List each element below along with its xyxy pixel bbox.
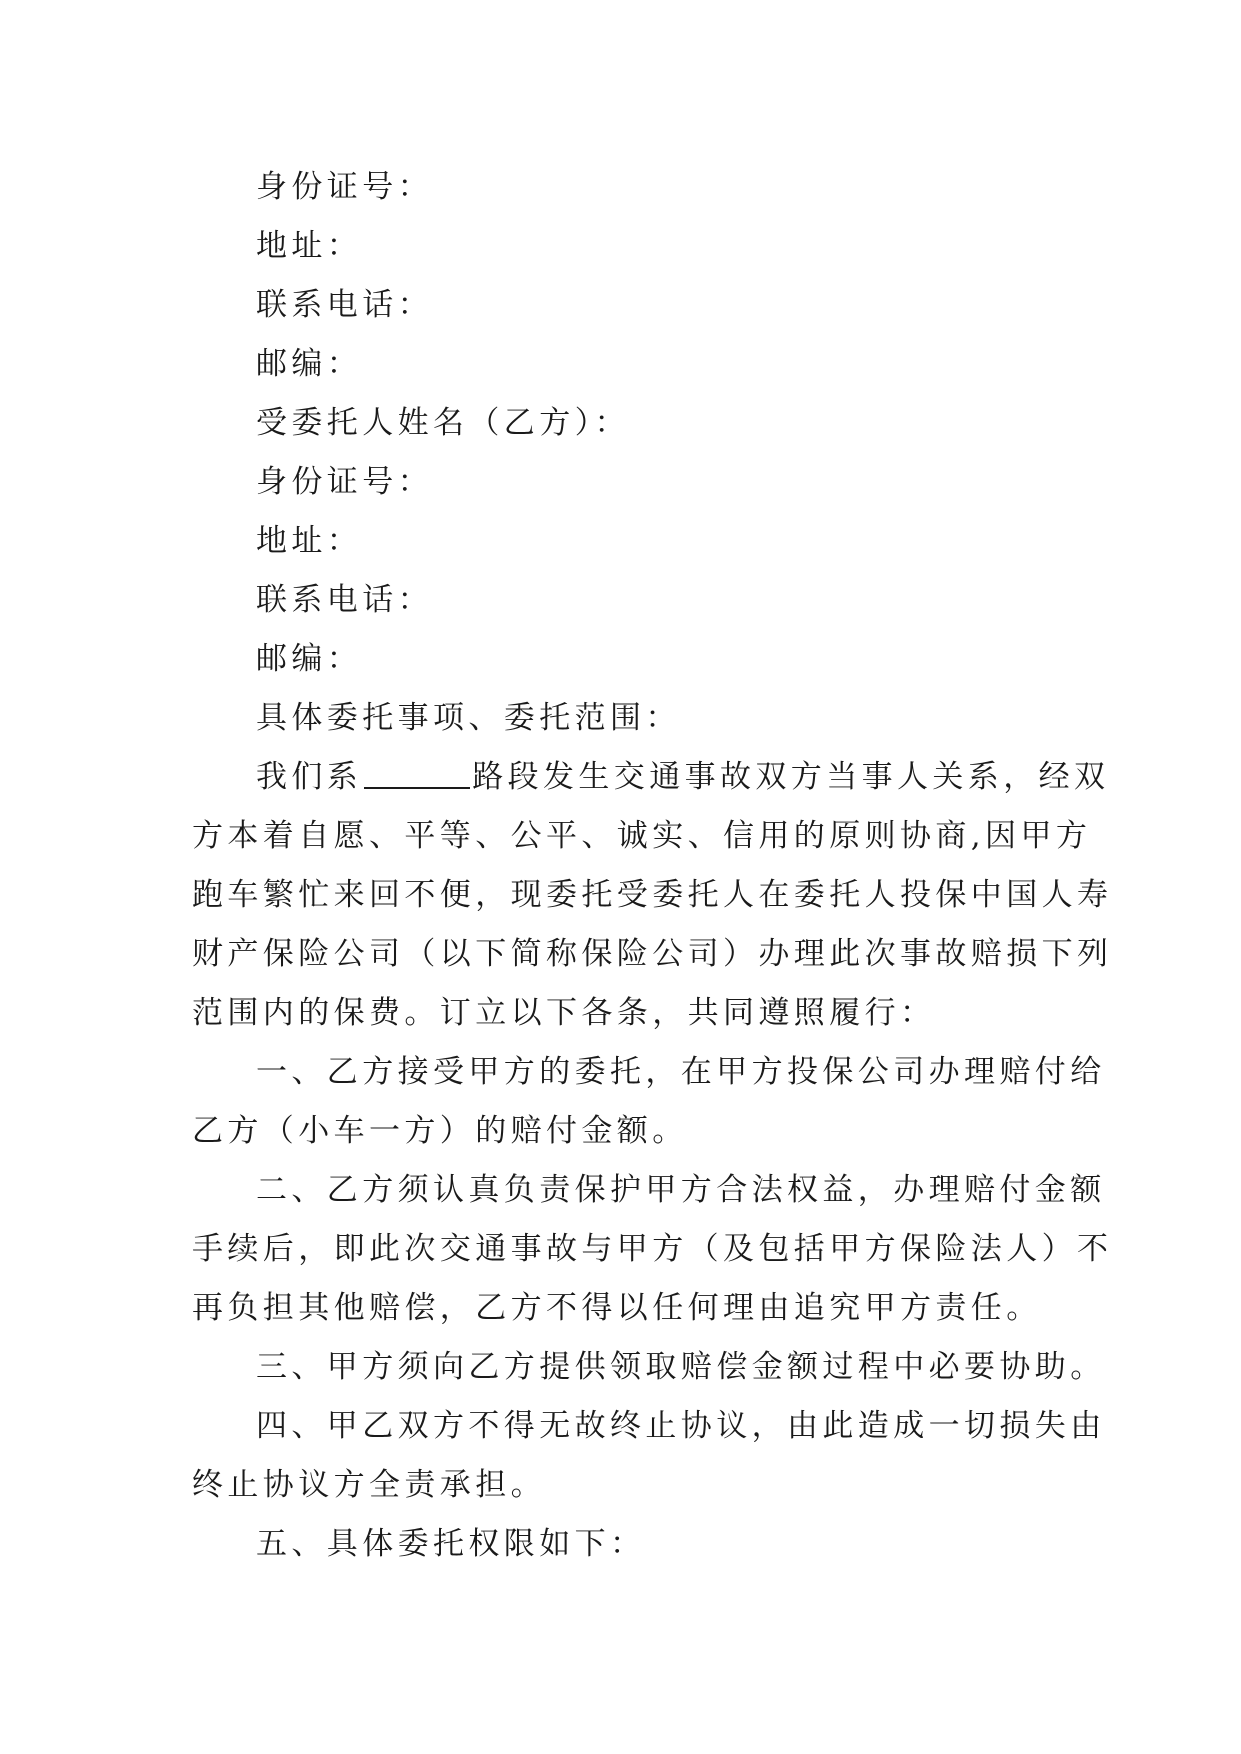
clause-3 xyxy=(192,1338,1106,1397)
clause-4-line-1: 四、甲乙双方不得无故终止协议，由此造成一切损失由 xyxy=(256,1408,1106,1444)
intro-line-3: 跑车繁忙来回不便，现委托受委托人在委托人投保中国人寿 xyxy=(192,877,1113,913)
principal-postcode-label: 邮编： xyxy=(256,346,363,382)
document-body xyxy=(192,158,1113,1574)
principal-address-label: 地址： xyxy=(256,228,363,264)
clause-2-line-3: 再负担其他赔偿，乙方不得以任何理由追究甲方责任。 xyxy=(192,1290,1042,1326)
clause-2-line-2: 手续后，即此次交通事故与甲方（及包括甲方保险法人）不 xyxy=(192,1231,1113,1267)
agent-address-label: 地址： xyxy=(256,523,363,559)
clause-5 xyxy=(192,1515,1072,1574)
clause-5-line-1: 五、具体委托权限如下： xyxy=(256,1526,646,1562)
clause-1-line-1: 一、乙方接受甲方的委托，在甲方投保公司办理赔付给 xyxy=(256,1054,1106,1090)
road-section-blank xyxy=(364,787,470,789)
principal-id-number-label: 身份证号： xyxy=(256,169,433,205)
clause-1 xyxy=(192,1043,1106,1161)
agent-id-number-label: 身份证号： xyxy=(256,464,433,500)
principal-phone-label: 联系电话： xyxy=(256,287,433,323)
agent-postcode-label: 邮编： xyxy=(256,641,363,677)
agent-phone-label: 联系电话： xyxy=(256,582,433,618)
clause-2 xyxy=(192,1161,1113,1338)
clause-4-line-2: 终止协议方全责承担。 xyxy=(192,1467,546,1503)
intro-line-2: 方本着自愿、平等、公平、诚实、信用的原则协商,因甲方 xyxy=(192,818,1092,854)
clause-1-line-2: 乙方（小车一方）的赔付金额。 xyxy=(192,1113,688,1149)
clause-4 xyxy=(192,1397,1106,1515)
intro-line-1 xyxy=(192,748,1110,807)
intro-text-before-blank: 我们系 xyxy=(256,759,363,795)
agent-name-label: 受委托人姓名（乙方）： xyxy=(256,405,630,441)
clause-2-line-1: 二、乙方须认真负责保护甲方合法权益，办理赔付金额 xyxy=(256,1172,1106,1208)
intro-text-after-blank: 路段发生交通事故双方当事人关系，经双 xyxy=(472,759,1110,795)
intro-paragraph xyxy=(192,748,1113,1043)
intro-line-5: 范围内的保费。订立以下各条，共同遵照履行： xyxy=(192,995,936,1031)
clause-3-line-1: 三、甲方须向乙方提供领取赔偿金额过程中必要协助。 xyxy=(256,1349,1106,1385)
entrusted-matters-heading: 具体委托事项、委托范围： xyxy=(256,700,681,736)
intro-line-4: 财产保险公司（以下简称保险公司）办理此次事故赔损下列 xyxy=(192,936,1113,972)
